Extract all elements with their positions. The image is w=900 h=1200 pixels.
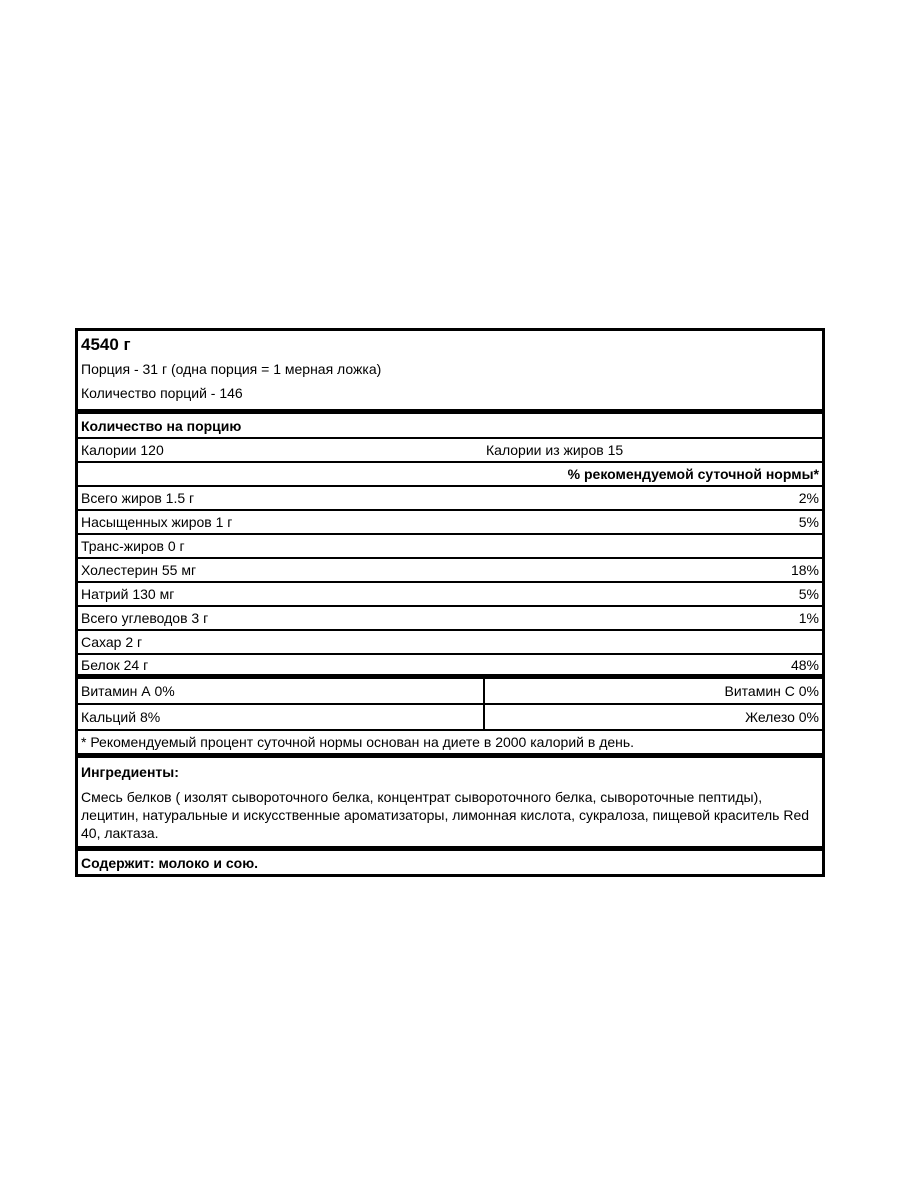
ingredients-text: Смесь белков ( изолят сывороточного белка, концентрат сывороточного белка, сывороточные пептиды), лецитин, натуральные и искусственные ароматизаторы, лимонная кислота, сукралоза, пищевой краситель Red 40, лактаза. (81, 789, 810, 841)
nutrient-name: Белок 24 г (81, 656, 149, 673)
daily-value-footnote: * Рекомендуемый процент суточной нормы основан на диете в 2000 калорий в день. (81, 734, 635, 750)
nutrient-dv: 5% (798, 514, 819, 530)
nutrient-name: Натрий 130 мг (81, 586, 175, 602)
calcium: Кальций 8% (78, 705, 485, 729)
nutrient-name: Транс-жиров 0 г (81, 538, 185, 554)
vitamin-a: Витамин А 0% (78, 679, 485, 703)
ingredients-section (78, 758, 822, 851)
nutrient-name: Насыщенных жиров 1 г (81, 514, 233, 530)
nutrient-dv: 2% (798, 490, 819, 506)
mineral-row (78, 705, 822, 731)
nutrient-row (78, 607, 822, 631)
label-header (78, 331, 822, 414)
nutrient-row (78, 655, 822, 679)
net-weight: 4540 г (81, 335, 131, 354)
nutrient-name: Всего углеводов 3 г (81, 610, 209, 626)
calories-row (78, 439, 822, 463)
iron: Железо 0% (745, 709, 819, 725)
amount-per-serving-row (78, 414, 822, 439)
amount-per-serving: Количество на порцию (81, 417, 242, 434)
nutrient-dv: 5% (798, 586, 819, 602)
nutrient-row (78, 631, 822, 655)
nutrient-row (78, 511, 822, 535)
allergens-row (78, 851, 822, 874)
nutrient-dv: 1% (798, 610, 819, 626)
daily-value-footnote-row (78, 731, 822, 758)
vitamin-c: Витамин С 0% (724, 683, 819, 699)
nutrient-dv: 48% (790, 656, 819, 673)
nutrient-dv: 18% (790, 562, 819, 578)
nutrient-row (78, 583, 822, 607)
daily-value-header: % рекомендуемой суточной нормы* (567, 466, 819, 482)
serving-size: Порция - 31 г (одна порция = 1 мерная ложка) (81, 361, 382, 377)
calories-from-fat: Калории из жиров 15 (486, 442, 624, 458)
daily-value-header-row (78, 463, 822, 487)
ingredients-title: Ингредиенты: (81, 764, 179, 780)
nutrient-row (78, 535, 822, 559)
nutrient-name: Всего жиров 1.5 г (81, 490, 195, 506)
allergens: Содержит: молоко и сою. (81, 854, 259, 871)
nutrient-name: Сахар 2 г (81, 634, 143, 650)
servings-per-container: Количество порций - 146 (81, 385, 243, 401)
nutrition-facts-label (75, 328, 825, 877)
nutrient-row (78, 559, 822, 583)
vitamin-row (78, 679, 822, 705)
nutrient-row (78, 487, 822, 511)
calories: Калории 120 (81, 442, 164, 458)
nutrient-name: Холестерин 55 мг (81, 562, 197, 578)
